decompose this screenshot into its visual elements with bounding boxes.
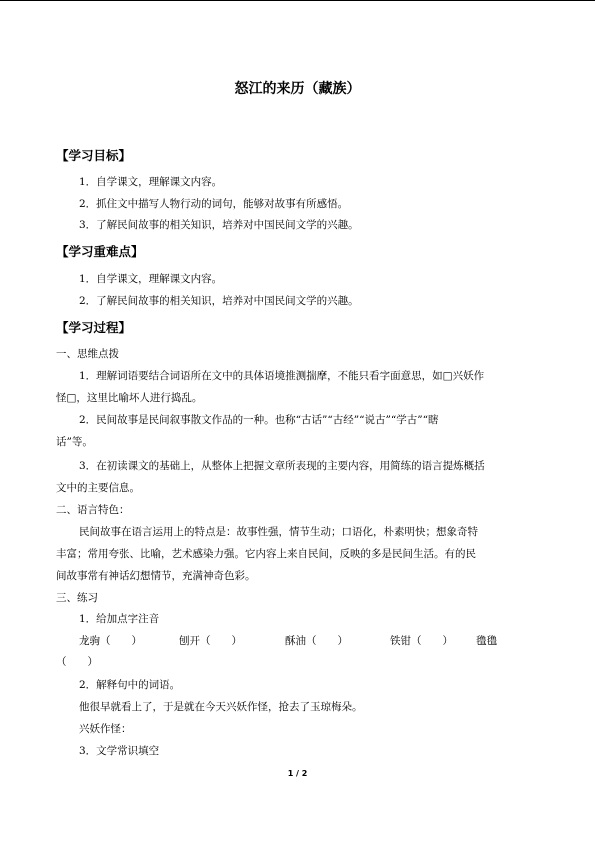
key-item: 2．了解民间故事的相关知识，培养对中国民间文学的兴趣。	[79, 295, 359, 307]
pinyin-blank: 铁钳（ ）	[390, 635, 453, 647]
pinyin-blank: 龙驹（ ）	[79, 635, 142, 647]
pinyin-blank: 氇氇	[476, 635, 497, 647]
paragraph-line: 丰富；常用夸张、比喻，艺术感染力强。它内容上来自民间，反映的多是民间生活。有的民	[56, 548, 476, 560]
exercise-item: 2．解释句中的词语。	[79, 679, 181, 691]
goal-item: 3．了解民间故事的相关知识，培养对中国民间文学的兴趣。	[79, 219, 359, 231]
exercise-sentence: 他很早就看上了，于是就在今天兴妖作怪，抢去了玉琼梅朵。	[79, 701, 363, 713]
key-item: 1．自学课文，理解课文内容。	[79, 273, 223, 285]
paragraph-line: 民间故事在语言运用上的特点是：故事性强，情节生动；口语化，朴素明快；想象奇特	[79, 526, 478, 538]
top-rule	[0, 0, 595, 1]
paragraph-line: 1．理解词语要结合词语所在文中的具体语境推测揣摩，不能只看字面意思，如□兴妖作	[79, 370, 485, 382]
goal-item: 1．自学课文，理解课文内容。	[79, 176, 223, 188]
page-title: 怒江的来历（藏族）	[234, 81, 361, 97]
part-title: 一、思维点拨	[56, 348, 119, 360]
process-heading: 【学习过程】	[56, 320, 132, 335]
goals-heading: 【学习目标】	[56, 148, 132, 163]
paragraph-line: 话”等。	[56, 436, 93, 448]
part-title: 三、练习	[56, 592, 98, 604]
paragraph-line: 间故事常有神话幻想情节，充满神奇色彩。	[56, 570, 256, 582]
paragraph-line: 2．民间故事是民间叙事散文作品的一种。也称“古话”“古经”“说古”“学古”“瞎	[79, 414, 439, 426]
paragraph-line: 文中的主要信息。	[56, 482, 140, 494]
exercise-item: 3．文学常识填空	[79, 745, 160, 757]
goal-item: 2．抓住文中描写人物行动的词句，能够对故事有所感悟。	[79, 198, 349, 210]
pinyin-blank: 刨开（ ）	[179, 635, 242, 647]
page-number: 1 / 2	[287, 769, 308, 778]
paragraph-line: 3．在初读课文的基础上，从整体上把握文章所表现的主要内容，用简练的语言提炼概括	[79, 460, 485, 472]
pinyin-blank: 酥油（ ）	[285, 635, 348, 647]
exercise-item: 1．给加点字注音	[79, 613, 160, 625]
part-title: 二、语言特色：	[56, 504, 130, 516]
exercise-term: 兴妖作怪：	[79, 723, 132, 735]
pinyin-blank: （ ）	[56, 656, 98, 668]
pinyin-row	[0, 633, 595, 647]
paragraph-line: 怪□，这里比喻坏人进行捣乱。	[56, 392, 203, 404]
key-heading: 【学习重难点】	[56, 244, 144, 259]
